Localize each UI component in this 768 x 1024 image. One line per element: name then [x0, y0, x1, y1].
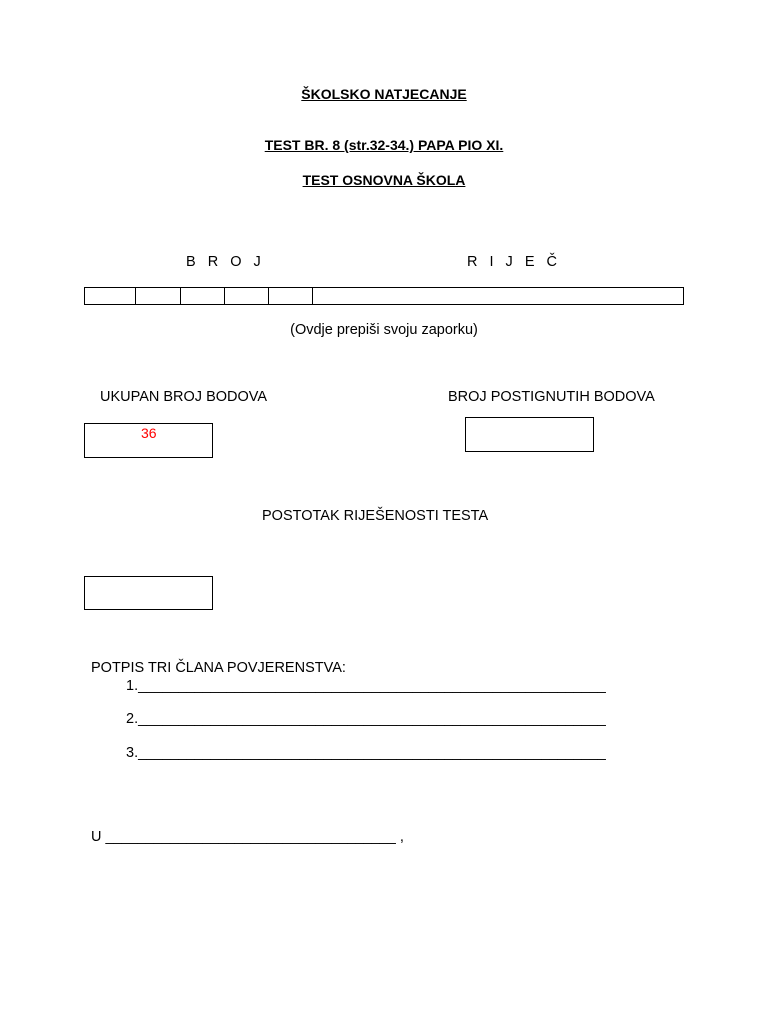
code-word-cell[interactable] — [313, 288, 683, 304]
percent-box[interactable] — [84, 576, 213, 610]
signatures-label: POTPIS TRI ČLANA POVJERENSTVA: — [91, 660, 346, 676]
competition-title: ŠKOLSKO NATJECANJE — [301, 86, 467, 102]
signature-line-2[interactable]: 2.__________________________________________________________ — [126, 711, 606, 727]
word-label: R I J E Č — [467, 254, 562, 270]
code-hint: (Ovdje prepiši svoju zaporku) — [290, 322, 478, 338]
code-digit-cell-5[interactable] — [269, 288, 313, 304]
code-digit-cell-2[interactable] — [136, 288, 181, 304]
test-title: TEST BR. 8 (str.32-34.) PAPA PIO XI. — [264, 137, 504, 153]
number-label: B R O J — [186, 254, 265, 270]
place-line[interactable]: U ____________________________________ , — [91, 829, 404, 845]
percent-label: POSTOTAK RIJEŠENOSTI TESTA — [262, 508, 489, 524]
school-title: TEST OSNOVNA ŠKOLA — [302, 172, 466, 188]
code-entry-row — [84, 287, 684, 305]
signature-line-3[interactable]: 3.__________________________________________________________ — [126, 745, 606, 761]
code-digit-cell-4[interactable] — [225, 288, 269, 304]
achieved-points-box[interactable] — [465, 417, 594, 452]
total-points-value: 36 — [141, 425, 157, 441]
code-digit-cell-3[interactable] — [181, 288, 225, 304]
total-points-label: UKUPAN BROJ BODOVA — [100, 389, 268, 405]
signature-line-1[interactable]: 1.__________________________________________________________ — [126, 678, 606, 694]
total-points-box — [84, 423, 213, 458]
achieved-points-label: BROJ POSTIGNUTIH BODOVA — [448, 389, 655, 405]
code-digit-cell-1[interactable] — [85, 288, 136, 304]
